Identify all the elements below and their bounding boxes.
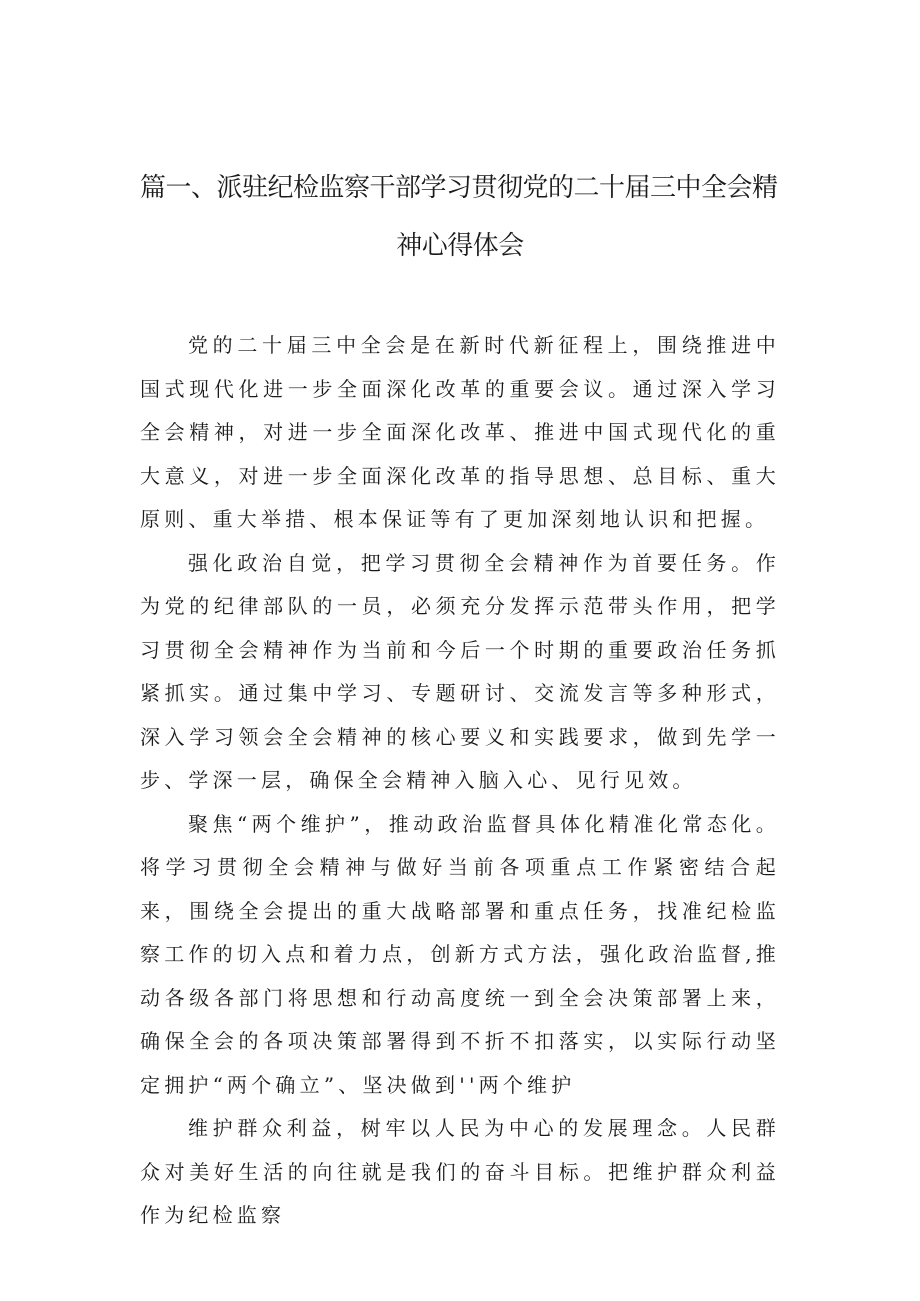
paragraph-2: 强化政治自觉，把学习贯彻全会精神作为首要任务。作为党的纪律部队的一员，必须充分发挥示范带头作用，把学习贯彻全会精神作为当前和今后一个时期的重要政治任务抓紧抓实。通过集中学习、专题研讨、交流发言等多种形式，深入学习领会全会精神的核心要义和实践要求，做到先学一步、学深一层，确保全会精神入脑入心、见行见效。 [140,550,780,792]
paragraph-4: 维护群众利益，树牢以人民为中心的发展理念。人民群众对美好生活的向往就是我们的奋斗目标。把维护群众利益作为纪检监察 [140,1116,780,1227]
document-body [140,324,780,1238]
document-title-line-1: 篇一、派驻纪检监察干部学习贯彻党的二十届三中全会精 [140,173,778,203]
document-title-line-2: 神心得体会 [396,231,524,261]
paragraph-1: 党的二十届三中全会是在新时代新征程上，围绕推进中国式现代化进一步全面深化改革的重要会议。通过深入学习全会精神，对进一步全面深化改革、推进中国式现代化的重大意义，对进一步全面深化改革的指导思想、总目标、重大原则、重大举措、根本保证等有了更加深刻地认识和把握。 [140,333,780,531]
paragraph-3: 聚焦“两个维护”，推动政治监督具体化精准化常态化。将学习贯彻全会精神与做好当前各项重点工作紧密结合起来，围绕全会提出的重大战略部署和重点任务，找准纪检监察工作的切入点和着力点，创新方式方法，强化政治监督,推动各级各部门将思想和行动高度统一到全会决策部署上来，确保全会的各项决策部署得到不折不扣落实，以实际行动坚定拥护“两个确立”、坚决做到''两个维护 [140,811,780,1097]
